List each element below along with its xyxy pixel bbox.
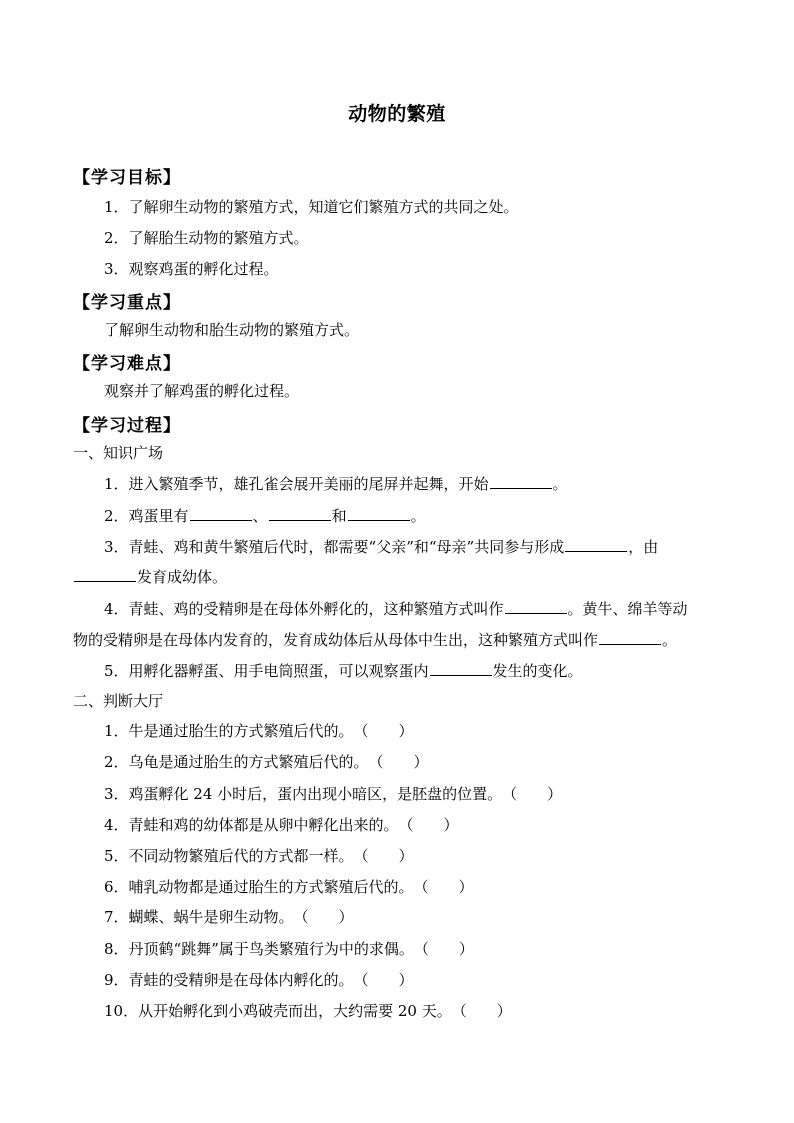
key-points-heading: 【学习重点】	[73, 293, 181, 313]
answer-paren[interactable]: （ ）	[353, 847, 414, 865]
answer-paren[interactable]: （ ）	[353, 722, 414, 740]
objectives-heading: 【学习目标】	[73, 168, 181, 188]
question-text: 3．鸡蛋孵化 24 小时后，蛋内出现小暗区，是胚盘的位置。	[104, 785, 503, 803]
answer-paren[interactable]: （ ）	[451, 1002, 512, 1020]
difficulties-text: 观察并了解鸡蛋的孵化过程。	[104, 382, 300, 400]
question-text: ，由	[628, 538, 659, 556]
answer-paren[interactable]: （ ）	[353, 971, 414, 989]
question-text: 3．青蛙、鸡和黄牛繁殖后代时，都需要“父亲”和“母亲”共同参与形成	[104, 538, 565, 556]
objective-item: 1．了解卵生动物的繁殖方式，知道它们繁殖方式的共同之处。	[104, 198, 519, 216]
judgment-item	[104, 752, 429, 772]
difficulties-heading: 【学习难点】	[73, 354, 181, 374]
answer-paren[interactable]: （ ）	[398, 816, 459, 834]
page-title: 动物的繁殖	[348, 103, 446, 125]
answer-blank[interactable]	[190, 506, 252, 521]
key-points-text: 了解卵生动物和胎生动物的繁殖方式。	[104, 321, 360, 339]
answer-paren[interactable]: （ ）	[413, 940, 474, 958]
question-text: 。黄牛、绵羊等动	[567, 600, 688, 618]
answer-blank[interactable]	[599, 630, 661, 645]
fill-question-4-cont	[73, 630, 677, 650]
question-text: 6．哺乳动物都是通过胎生的方式繁殖后代的。	[104, 878, 414, 896]
answer-paren[interactable]: （ ）	[293, 908, 354, 926]
question-text: 9．青蛙的受精卵是在母体内孵化的。	[104, 971, 354, 989]
judgment-item	[104, 721, 414, 741]
question-text: 发育成幼体。	[137, 568, 228, 586]
question-text: 。	[410, 507, 426, 525]
fill-question-3-cont	[73, 567, 227, 587]
section-judgment-title: 二、判断大厅	[73, 692, 164, 710]
question-text: 物的受精卵是在母体内发育的，发育成幼体后从母体中生出，这种繁殖方式叫作	[73, 631, 599, 649]
judgment-item	[104, 939, 474, 959]
question-text: 4．青蛙、鸡的受精卵是在母体外孵化的，这种繁殖方式叫作	[104, 600, 504, 618]
question-text: 1．进入繁殖季节，雄孔雀会展开美丽的尾屏并起舞，开始	[104, 475, 489, 493]
judgment-item	[104, 784, 563, 804]
section-knowledge-title: 一、知识广场	[73, 444, 164, 462]
judgment-item	[104, 846, 414, 866]
judgment-item	[104, 877, 474, 897]
question-text: 和	[331, 507, 347, 525]
process-heading: 【学习过程】	[73, 416, 181, 436]
question-text: 5．不同动物繁殖后代的方式都一样。	[104, 847, 354, 865]
question-text: 8．丹顶鹤“跳舞”属于鸟类繁殖行为中的求偶。	[104, 940, 414, 958]
question-text: 2．鸡蛋里有	[104, 507, 189, 525]
answer-blank[interactable]	[430, 661, 492, 676]
objective-item: 3．观察鸡蛋的孵化过程。	[104, 260, 279, 278]
answer-blank[interactable]	[348, 506, 410, 521]
question-text: 2．乌龟是通过胎生的方式繁殖后代的。	[104, 753, 369, 771]
question-text: 。	[552, 475, 568, 493]
question-text: 4．青蛙和鸡的幼体都是从卵中孵化出来的。	[104, 816, 399, 834]
question-text: 。	[662, 631, 678, 649]
fill-question-4	[104, 599, 688, 619]
question-text: 、	[252, 507, 268, 525]
answer-blank[interactable]	[74, 567, 136, 582]
question-text: 5．用孵化器孵蛋、用手电筒照蛋，可以观察蛋内	[104, 662, 429, 680]
answer-blank[interactable]	[505, 599, 567, 614]
fill-question-1	[104, 474, 568, 494]
question-text: 7．蝴蝶、蜗牛是卵生动物。	[104, 908, 294, 926]
fill-question-5	[104, 661, 583, 681]
judgment-item	[104, 907, 354, 927]
judgment-item	[104, 970, 414, 990]
question-text: 1．牛是通过胎生的方式繁殖后代的。	[104, 722, 354, 740]
judgment-item	[104, 1001, 512, 1021]
objective-item: 2．了解胎生动物的繁殖方式。	[104, 229, 309, 247]
question-text: 发生的变化。	[492, 662, 583, 680]
fill-question-2	[104, 506, 426, 526]
question-text: 10．从开始孵化到小鸡破壳而出，大约需要 20 天。	[104, 1002, 452, 1020]
answer-blank[interactable]	[490, 474, 552, 489]
answer-paren[interactable]: （ ）	[502, 785, 563, 803]
judgment-item	[104, 815, 459, 835]
answer-paren[interactable]: （ ）	[368, 753, 429, 771]
answer-blank[interactable]	[269, 506, 331, 521]
fill-question-3	[104, 537, 658, 557]
answer-paren[interactable]: （ ）	[413, 878, 474, 896]
answer-blank[interactable]	[565, 537, 627, 552]
